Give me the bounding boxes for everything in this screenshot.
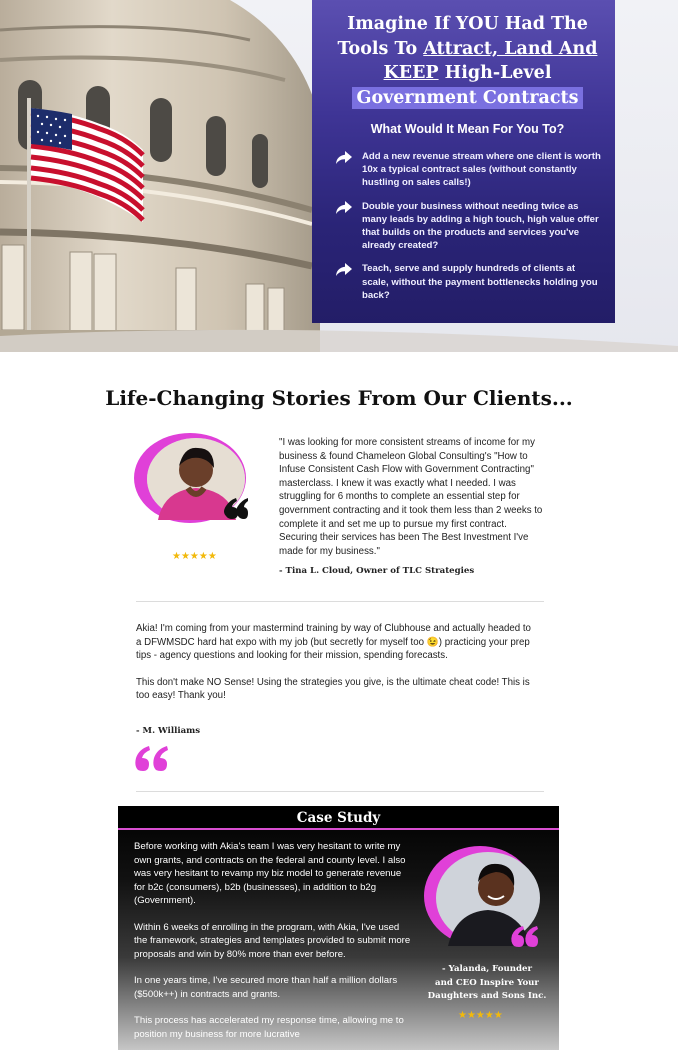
hero-title-line-1: Imagine If YOU Had The bbox=[347, 14, 588, 34]
section-divider bbox=[136, 601, 544, 602]
testimonial-paragraph: This don't make NO Sense! Using the strategies you give, is the ultimate cheat code! This is too easy! Thank you! bbox=[136, 676, 530, 702]
share-arrow-icon bbox=[334, 150, 354, 166]
case-study-paragraph: Before working with Akia's team I was very hesitant to write my own grants, and contracts on the federal and county level. I also was very hesitant to revamp my biz model to generate revenue for b2c (consumers), b2b (businesses), in addition to b2g (Government). bbox=[134, 841, 406, 906]
section-divider bbox=[136, 791, 544, 792]
hero-title bbox=[334, 12, 601, 110]
testimonial-author-2: - M. Williams bbox=[136, 726, 201, 736]
hero-offer-panel bbox=[312, 0, 615, 323]
benefit-bullet bbox=[334, 200, 601, 253]
benefit-bullet-text: Add a new revenue stream where one client is worth 10x a typical contract sales (without constantly hustling on sales calls!) bbox=[362, 151, 601, 189]
case-study-author-line: Daughters and Sons Inc. bbox=[427, 991, 547, 1001]
client-photo-yalanda bbox=[422, 842, 550, 956]
hero-title-highlight: Government Contracts bbox=[352, 87, 584, 109]
case-study-author-line: and CEO Inspire Your bbox=[435, 977, 539, 988]
benefit-bullet-text: Teach, serve and supply hundreds of clients at scale, without the payment bottlenecks holding you back? bbox=[362, 263, 598, 301]
case-study-paragraph: This process has accelerated my response time, allowing me to position my business for more lucrative bbox=[134, 1015, 404, 1040]
benefit-bullet bbox=[334, 262, 601, 302]
case-study-title: Case Study bbox=[118, 806, 559, 830]
hero-title-underlined-1: Attract, Land And bbox=[423, 38, 598, 59]
testimonial-paragraph: Akia! I'm coming from your mastermind training by way of Clubhouse and actually headed to a DFWMSDC hard hat expo with my job (but secretly for myself too 😉) practicing your prep tips - agency questions and looking for their mission, spending forecasts. bbox=[136, 623, 531, 662]
share-arrow-icon bbox=[334, 200, 354, 216]
hero-title-underlined-2: KEEP bbox=[383, 63, 439, 83]
testimonial-text: "I was looking for more consistent streams of income for my business & found Chameleon Global Consulting's "How to Infuse Consistent Cash Flow with Government Contracting" masterclass. I knew it was exactly what I needed. I was struggling for 6 months to complete an essential step for government contracting and it took them less than 2 weeks to complete it and set me up to pursue my first contract. Securing their services has been The Best Investment I've made for my business." bbox=[279, 437, 543, 557]
benefit-bullet bbox=[334, 150, 601, 190]
hero-title-line-3: High-Level bbox=[438, 63, 552, 83]
hero-section bbox=[0, 0, 678, 352]
hero-subtitle: What Would It Mean For You To? bbox=[370, 122, 565, 136]
case-study-paragraph: Within 6 weeks of enrolling in the program, with Akia, I've used the framework, strategies and templates provided to submit more proposals and win by 80% more than ever before. bbox=[134, 921, 411, 960]
rating-stars: ★★★★★ bbox=[458, 1010, 503, 1021]
hero-title-line-2: Tools To bbox=[337, 38, 424, 59]
case-study-card bbox=[118, 806, 559, 1050]
testimonial-text-2 bbox=[136, 622, 536, 716]
case-study-author-line: - Yalanda, Founder bbox=[441, 964, 533, 974]
stories-section-title: Life-Changing Stories From Our Clients... bbox=[105, 386, 573, 410]
case-study-text bbox=[134, 840, 412, 1050]
client-photo-tina bbox=[134, 432, 248, 540]
benefit-bullet-text: Double your business without needing twice as many leads by adding a high touch, high value offer that builds on the products and services you've already created? bbox=[362, 200, 599, 252]
rating-stars: ★★★★★ bbox=[172, 551, 217, 562]
case-study-author bbox=[420, 963, 554, 1004]
share-arrow-icon bbox=[334, 262, 354, 278]
case-study-paragraph: In one years time, I've secured more than half a million dollars ($500k++) in contracts and grants. bbox=[134, 975, 398, 1000]
quote-icon bbox=[134, 744, 170, 772]
testimonial-author: - Tina L. Cloud, Owner of TLC Strategies bbox=[279, 566, 475, 576]
